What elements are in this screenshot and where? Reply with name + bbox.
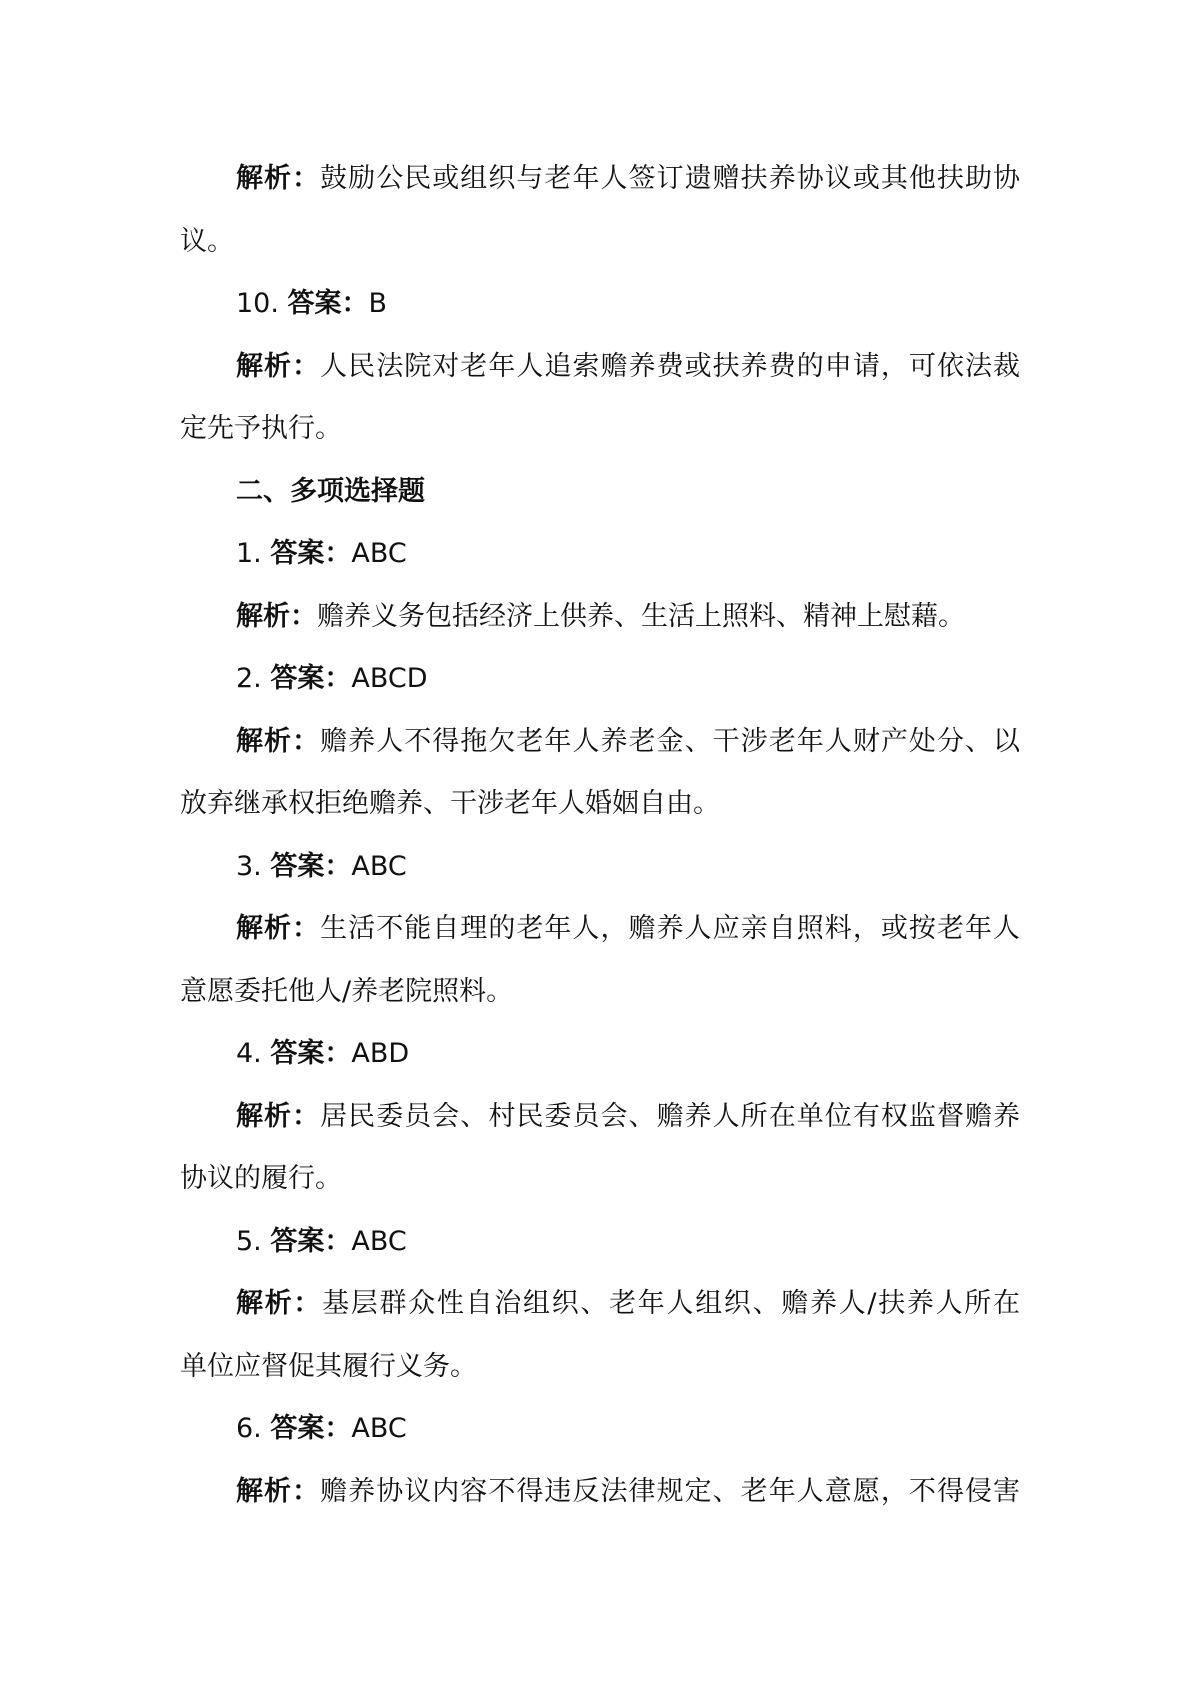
analysis-label: 解析：	[236, 350, 321, 382]
answer-value: ABC	[351, 538, 407, 569]
analysis-text: 鼓励公民或组织与老年人签订遗赠扶养协议或其他扶助协	[320, 163, 1020, 194]
answer-line	[180, 836, 1020, 899]
answer-label: 答案：	[270, 1225, 352, 1257]
analysis-text: 赡养协议内容不得违反法律规定、老年人意愿，不得侵害	[320, 1475, 1020, 1507]
answer-label: 答案：	[287, 288, 369, 319]
section-heading: 二、多项选择题	[236, 475, 425, 507]
question-number: 3.	[236, 850, 262, 882]
answer-value: B	[368, 288, 388, 319]
analysis-line	[180, 898, 1020, 961]
question-number: 2.	[236, 663, 262, 694]
analysis-label: 解析：	[236, 163, 321, 194]
answer-label: 答案：	[270, 538, 352, 569]
answer-label: 答案：	[270, 663, 352, 694]
question-number: 5.	[236, 1225, 262, 1257]
continuation-line	[180, 211, 1020, 274]
analysis-text: 基层群众性自治组织、老年人组织、赡养人/扶养人所在	[322, 1288, 1020, 1319]
answer-line	[180, 1211, 1020, 1274]
analysis-line	[180, 1273, 1020, 1336]
answer-value: ABCD	[351, 663, 428, 694]
continuation-line	[180, 961, 1020, 1024]
analysis-text: 赡养人不得拖欠老年人养老金、干涉老年人财产处分、以	[320, 725, 1020, 757]
analysis-text: 赡养义务包括经济上供养、生活上照料、精神上慰藉。	[317, 600, 965, 632]
analysis-label: 解析：	[236, 1288, 323, 1319]
analysis-label: 解析：	[236, 1475, 321, 1507]
analysis-text: 人民法院对老年人追索赡养费或扶养费的申请，可依法裁	[320, 350, 1020, 382]
question-number: 4.	[236, 1038, 262, 1069]
analysis-label: 解析：	[236, 725, 321, 757]
answer-label: 答案：	[270, 1413, 352, 1444]
analysis-line	[180, 1461, 1020, 1524]
continuation-text: 定先予执行。	[180, 413, 342, 444]
answer-value: ABC	[351, 850, 407, 882]
answer-label: 答案：	[270, 1038, 352, 1069]
continuation-text: 议。	[180, 225, 234, 257]
continuation-text: 放弃继承权拒绝赡养、干涉老年人婚姻自由。	[180, 788, 720, 819]
question-number: 10.	[236, 288, 279, 319]
answer-line	[180, 1398, 1020, 1461]
continuation-line	[180, 1148, 1020, 1211]
answer-label: 答案：	[270, 850, 352, 882]
continuation-text: 单位应督促其履行义务。	[180, 1350, 477, 1382]
analysis-label: 解析：	[236, 1100, 321, 1132]
answer-value: ABD	[351, 1038, 410, 1069]
analysis-label: 解析：	[236, 913, 321, 944]
analysis-line	[180, 711, 1020, 774]
continuation-line	[180, 1336, 1020, 1399]
analysis-line	[180, 148, 1020, 211]
continuation-line	[180, 398, 1020, 461]
question-number: 6.	[236, 1413, 262, 1444]
answer-value: ABC	[351, 1225, 407, 1257]
answer-line	[180, 273, 1020, 336]
continuation-text: 协议的履行。	[180, 1163, 342, 1194]
analysis-line	[180, 586, 1020, 649]
answer-line	[180, 1023, 1020, 1086]
continuation-line	[180, 773, 1020, 836]
answer-line	[180, 523, 1020, 586]
continuation-text: 意愿委托他人/养老院照料。	[180, 975, 514, 1007]
answer-value: ABC	[351, 1413, 407, 1444]
document-page	[180, 148, 1020, 1523]
analysis-label: 解析：	[236, 600, 317, 632]
analysis-text: 居民委员会、村民委员会、赡养人所在单位有权监督赡养	[320, 1100, 1020, 1132]
answer-line	[180, 648, 1020, 711]
analysis-line	[180, 336, 1020, 399]
question-number: 1.	[236, 538, 262, 569]
analysis-line	[180, 1086, 1020, 1149]
analysis-text: 生活不能自理的老年人，赡养人应亲自照料，或按老年人	[320, 913, 1020, 944]
